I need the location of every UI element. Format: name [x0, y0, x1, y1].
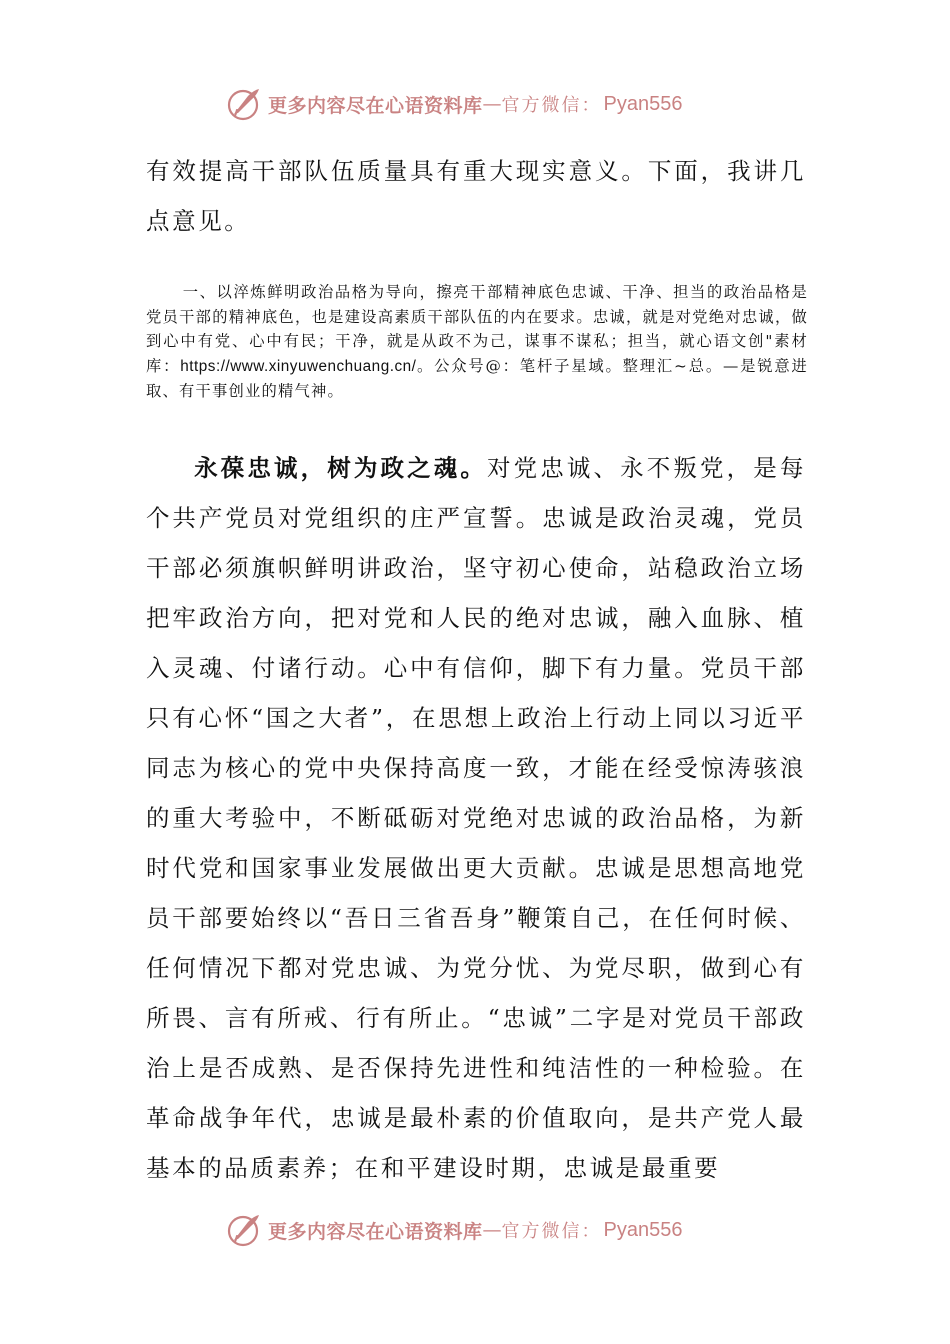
banner-dash: —: [482, 93, 502, 115]
paragraph-body: 对党忠诚、永不叛党，是每个共产党员对党组织的庄严宣誓。忠诚是政治灵魂，党员干部必须旗帜鲜明讲政治，坚守初心使命，站稳政治立场把牢政治方向，把对党和人民的绝对忠诚，融入血脉、植入灵魂、付诸行动。心中有信仰，脚下有力量。党员干部只有心怀“国之大者”，在思想上政治上行动上同以习近平同志为核心的党中央保持高度一致，才能在经受惊涛骇浪的重大考验中，不断砥砺对党绝对忠诚的政治品格，为新时代党和国家事业发展做出更大贡献。忠诚是思想高地党员干部要始终以“吾日三省吾身”鞭策自己，在任何时候、任何情况下都对党忠诚、为党分忧、为党尽职，做到心有所畏、言有所戒、行有所止。“忠诚”二字是对党员干部政治上是否成熟、是否保持先进性和纯洁性的一种检验。在革命战争年代，忠诚是最朴素的价值取向，是共产党人最基本的品质素养；在和平建设时期，忠诚是最重要: [146, 454, 806, 1182]
wechat-label: 官方微信：: [501, 95, 602, 116]
main-paragraph: [146, 443, 806, 1193]
excerpt-paragraph: [146, 280, 808, 404]
library-brand: 更多内容尽在心语资料库: [268, 94, 483, 117]
intro-paragraph: 有效提高干部队伍质量具有重大现实意义。下面，我讲几点意见。: [146, 157, 806, 235]
wechat-label: 官方微信：: [501, 1221, 602, 1242]
wechat-id: Pyan556: [603, 92, 683, 115]
excerpt-text-part1: 一、以淬炼鲜明政治品格为导向，擦亮干部精神底色忠诚、干净、担当的政治品格是党员干部的精神底色，也是建设高素质干部队伍的内在要求。忠诚，就是对党绝对忠诚，做到心中有党、心中有民；干净，就是从政不为己，谋事不谋私；担当，就心语文创"素材库：: [146, 283, 808, 375]
wechat-id: Pyan556: [603, 1218, 683, 1241]
paragraph-lead-heading: 永葆忠诚，树为政之魂。: [194, 454, 488, 482]
library-brand: 更多内容尽在心语资料库: [268, 1220, 483, 1243]
excerpt-text-part2: 。公众号@：笔杆子星域。整理汇~总。—是锐意进取、有干事创业的精气神。: [146, 356, 809, 400]
header-banner: [226, 84, 746, 124]
banner-dash: —: [482, 1219, 502, 1241]
footer-banner: [226, 1210, 746, 1250]
excerpt-url: https://www.xinyuwenchuang.cn/: [180, 357, 417, 375]
quill-pen-circle-icon: [226, 86, 262, 122]
quill-pen-circle-icon: [226, 1212, 262, 1248]
